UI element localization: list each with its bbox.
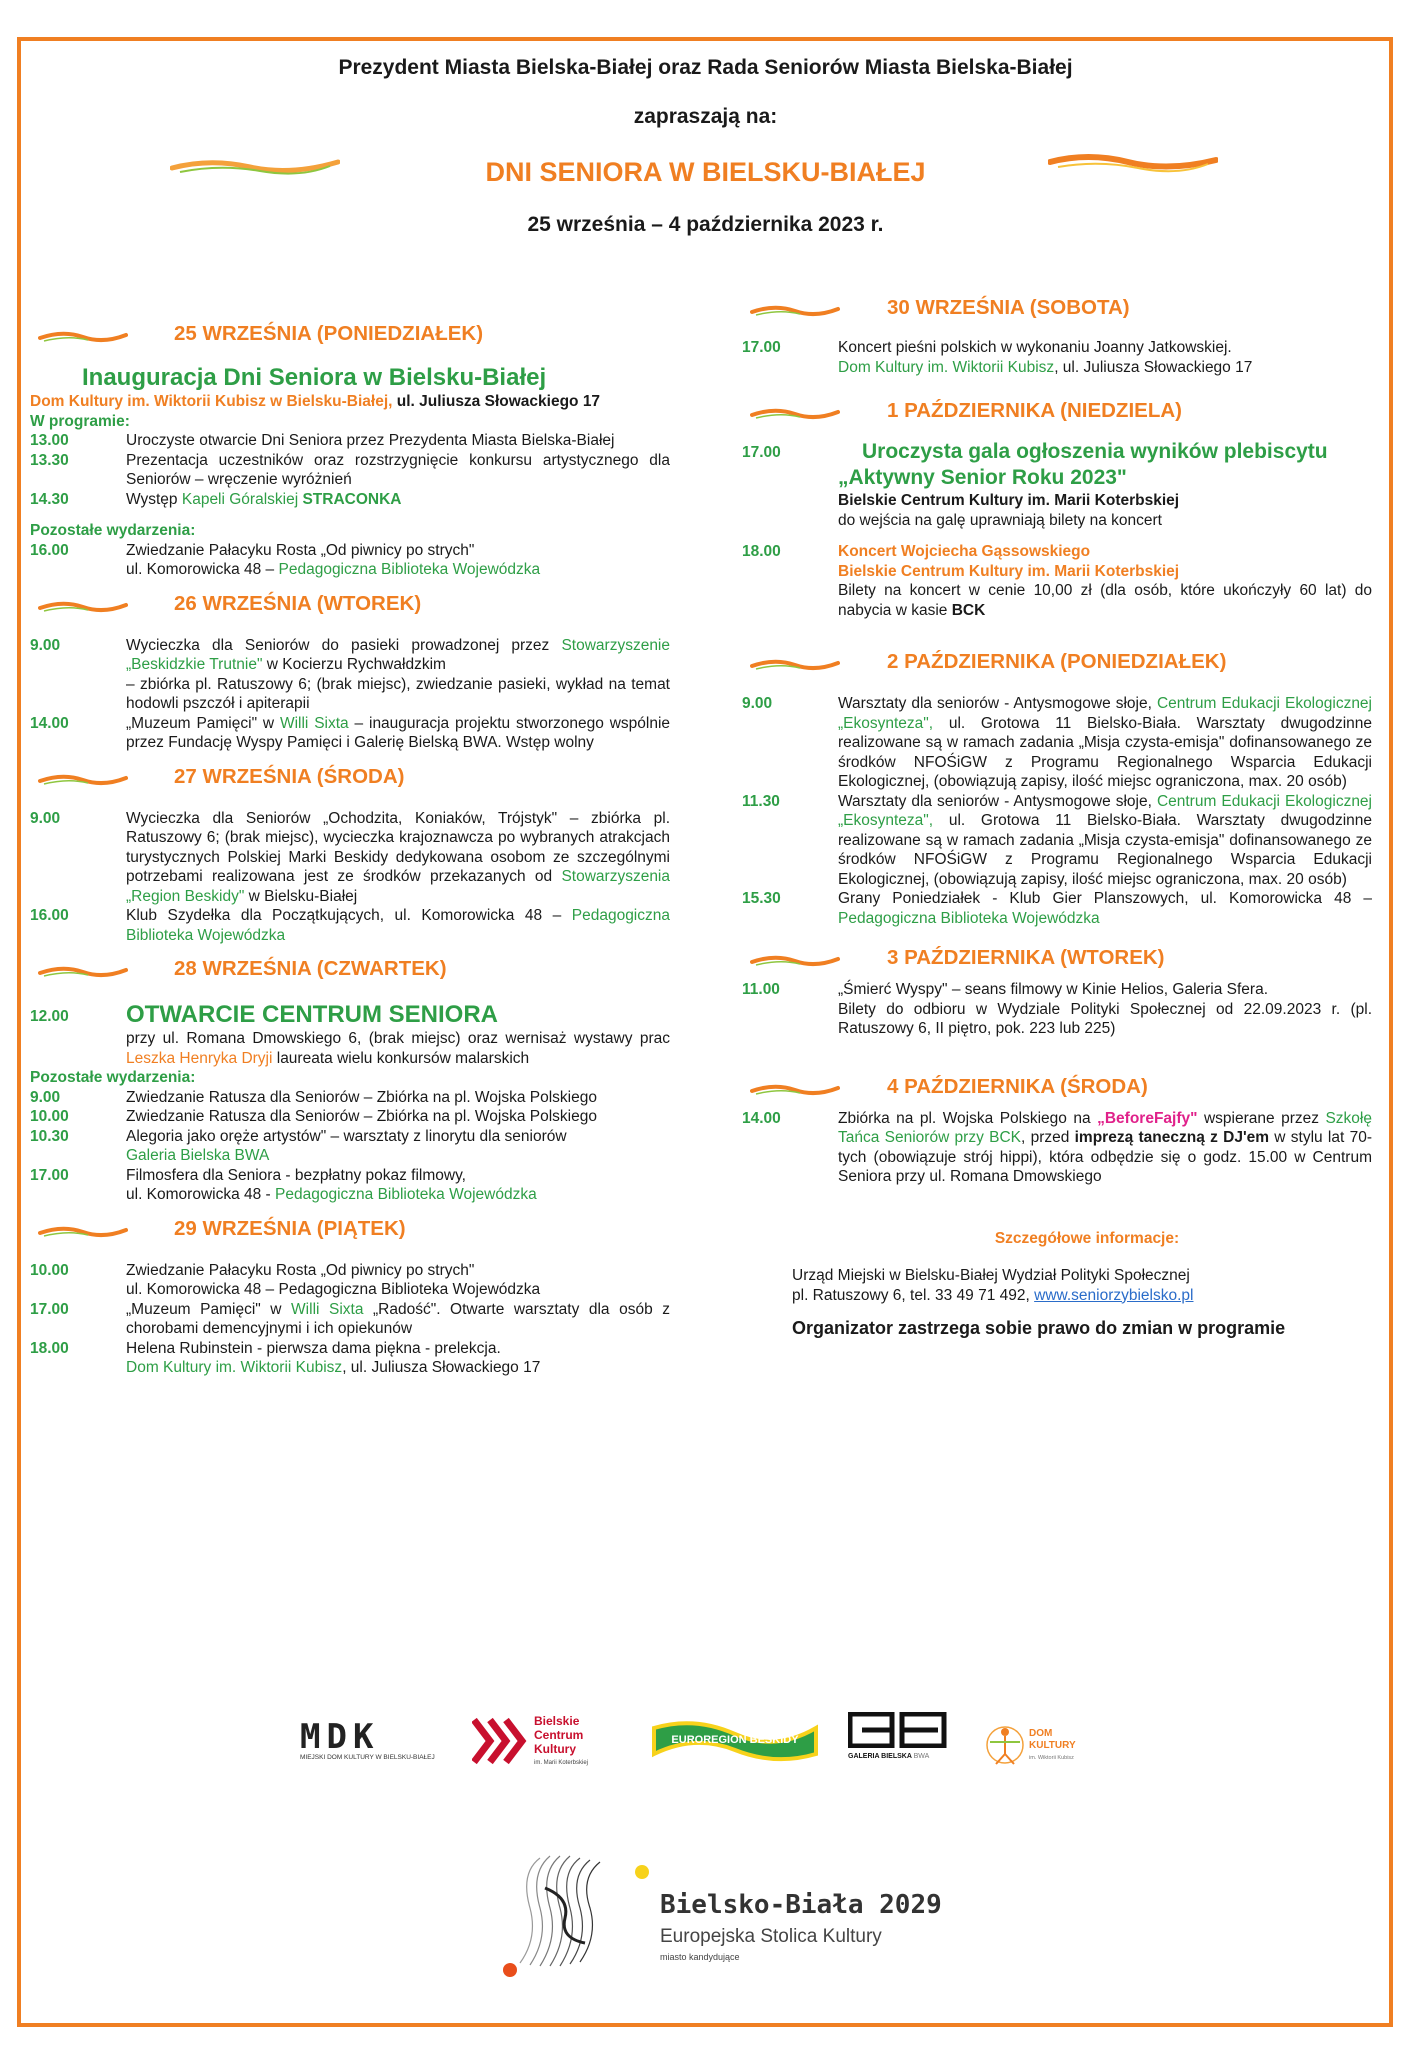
galeria-mark-icon (848, 1712, 948, 1748)
event-row (30, 431, 670, 451)
text: Koncert pieśni polskich w wykonaniu Joanny Jatkowskiej. (838, 339, 1232, 356)
text: pl. Ratuszowy 6, tel. 33 49 71 492, (792, 1286, 1035, 1304)
event-row (742, 792, 1372, 890)
galeria-text: GALERIA BIELSKA (848, 1753, 912, 1760)
event-desc (126, 1300, 670, 1339)
text: Wycieczka dla Seniorów do pasieki prowadzonej przez (126, 636, 562, 654)
swirl-icon (750, 300, 840, 320)
venue-name: Bielskie Centrum Kultury im. Marii Koterbskiej (838, 562, 1180, 580)
day-heading-text: 30 WRZEŚNIA (SOBOTA) (887, 296, 1130, 319)
senior-center-title: OTWARCIE CENTRUM SENIORA (126, 1001, 498, 1028)
euroregion-logo (650, 1714, 820, 1770)
event-desc (126, 809, 670, 907)
day-heading-p3 (742, 940, 1372, 980)
day-heading-30 (742, 290, 1372, 330)
day-heading-text: 2 PAŹDZIERNIKA (PONIEDZIAŁEK) (887, 650, 1227, 673)
event-time: 14.00 (30, 714, 69, 732)
event-time: 17.00 (742, 444, 781, 461)
text: „Muzeum Pamięci" w (126, 1300, 292, 1318)
green-text: Centrum Edukacji Ekologicznej „Ekosynteza", (838, 792, 1372, 829)
event-time: 16.00 (30, 541, 69, 559)
event-row (30, 541, 670, 580)
text: Filmosfera dla Seniora - bezpłatny pokaz filmowy, (126, 1166, 466, 1184)
text: ul. Grotowa 11 Bielsko-Biała. Warsztaty dwugodzinne realizowane są w ramach zadania „Misja czysta-emisja" dofinansowanego ze środków NFOŚiGW z Programu Regionalnego Wsparcia Edukacji Ekologicznej, (obowiązują zapisy, ilość miejsc ograniczona, max. 20 osób) (838, 714, 1372, 790)
event-row (742, 980, 1372, 1039)
day-heading-p4 (742, 1069, 1372, 1109)
event-row (30, 809, 670, 907)
green-text: Centrum Edukacji Ekologicznej „Ekosynteza", (838, 695, 1372, 732)
text: , przed (1020, 1129, 1075, 1146)
day-heading-text: 25 WRZEŚNIA (PONIEDZIAŁEK) (174, 322, 484, 345)
event-desc (126, 1001, 670, 1068)
text: , ul. Juliusza Słowackiego 17 (1054, 358, 1253, 376)
text: ul. Komorowicka 48 – (126, 561, 279, 578)
event-row (30, 906, 670, 945)
event-desc (126, 714, 670, 753)
right-column (742, 284, 1372, 1339)
event-desc (126, 1339, 670, 1378)
info-line1: Urząd Miejski w Bielsku-Białej Wydział Polityki Społecznej (792, 1267, 1190, 1284)
swirl-icon (750, 950, 840, 970)
other-events-label: Pozostałe wydarzenia: (30, 522, 196, 539)
swirl-icon (38, 769, 128, 789)
event-desc (126, 1261, 670, 1300)
text: w stylu lat 70-tych (obowiązuje strój hippi), która odbędzie się o godz. 15.00 w Centrum Seniora przy ul. Romana Dmowskiego (838, 1129, 1372, 1185)
galeria-bwa-text: BWA (913, 1753, 930, 1760)
swirl-icon (38, 326, 128, 346)
text: Warsztaty dla seniorów - Antysmogowe słoje, (838, 792, 1157, 810)
event-desc (838, 338, 1372, 377)
bck-text-1: Bielskie (534, 1714, 580, 1728)
event-row (30, 636, 670, 714)
event-time: 10.30 (30, 1127, 69, 1145)
text: Zbiórka na pl. Wojska Polskiego na (838, 1109, 1098, 1127)
mdk-text: MDK (300, 1717, 380, 1757)
program-label: W programie: (30, 412, 130, 430)
event-dates: 25 września – 4 października 2023 r. (527, 213, 884, 236)
event-time: 17.00 (742, 339, 781, 356)
day-heading-text: 28 WRZEŚNIA (CZWARTEK) (174, 957, 447, 980)
text: Warsztaty dla seniorów - Antysmogowe słoje, (838, 695, 1157, 712)
text: Grany Poniedziałek - Klub Gier Planszowych, ul. Komorowicka 48 – (838, 890, 1372, 907)
event-desc (126, 490, 670, 510)
event-desc (838, 889, 1372, 928)
event-time: 12.00 (30, 1008, 69, 1025)
day-heading-text: 29 WRZEŚNIA (PIĄTEK) (174, 1216, 406, 1240)
left-column (30, 310, 670, 1378)
text: „Radość". Otwarte warsztaty dla osób z chorobami demencyjnymi i ich opiekunów (126, 1300, 670, 1337)
swirl-right-decoration (1048, 148, 1218, 176)
event-desc (126, 636, 670, 714)
event-time: 9.00 (30, 636, 61, 654)
swirl-icon (750, 1079, 840, 1099)
info-line2 (742, 1286, 1372, 1306)
other-events-label: Pozostałe wydarzenia: (30, 1069, 196, 1086)
day-heading-25 (30, 316, 670, 356)
event-desc: Prezentacja uczestników oraz rozstrzygnięcie konkursu artystycznego dla Seniorów – wręczenie wyróżnień (126, 451, 670, 488)
text: Zwiedzanie Pałacyku Rosta „Od piwnicy po strych" (126, 1261, 475, 1279)
event-desc (838, 542, 1372, 620)
event-desc (838, 1109, 1372, 1187)
ecoc-small: miasto kandydujące (660, 1952, 740, 1962)
day-heading-p1 (742, 393, 1372, 433)
event-desc: Zwiedzanie Ratusza dla Seniorów – Zbiórka na pl. Wojska Polskiego (126, 1088, 597, 1106)
event-row (30, 1001, 670, 1068)
event-desc (838, 694, 1372, 792)
swirl-icon (38, 596, 128, 616)
event-row (30, 451, 670, 490)
text: ul. Grotowa 11 Bielsko-Biała. Warsztaty dwugodzinne realizowane są w ramach zadania „Misja czysta-emisja" dofinansowanego ze środków NFOŚiGW z Programu Regionalnego Wsparcia Edukacji Ekologicznej, (obowiązują zapisy, ilość miejsc ograniczona, max. 20 osób) (838, 812, 1372, 888)
bck-logo (472, 1712, 622, 1772)
text: w Bielsku-Białej (244, 887, 358, 905)
info-label: Szczegółowe informacje: (994, 1229, 1180, 1247)
text: w Kocierzu Rychwałdzkim (262, 656, 446, 673)
bck-mark-icon (472, 1716, 534, 1766)
event-row (742, 1109, 1372, 1187)
bold-text: imprezą taneczną z DJ'em (1074, 1129, 1270, 1146)
page-title: DNI SENIORA W BIELSKU-BIAŁEJ (485, 157, 926, 187)
green-text: Willi Sixta (291, 1300, 364, 1318)
event-row (742, 338, 1372, 377)
text: do wejścia na galę uprawniają bilety na koncert (838, 511, 1162, 529)
galeria-logo (848, 1712, 952, 1772)
dom-kultury-logo (985, 1722, 1095, 1772)
text: przy ul. Romana Dmowskiego 6, (brak miejsc) oraz wernisaż wystawy prac (126, 1030, 670, 1047)
event-desc (126, 906, 670, 945)
event-desc (838, 792, 1372, 890)
event-brand-name: „BeforeFajfy" (1097, 1109, 1198, 1127)
event-time: 13.00 (30, 432, 69, 449)
text: Występ (126, 490, 182, 508)
event-row (30, 1107, 670, 1127)
event-row (742, 439, 1372, 530)
dom-subtext: im. Wiktorii Kubisz (1029, 1755, 1074, 1761)
event-row (742, 694, 1372, 792)
sponsor-logos (0, 1700, 1411, 1780)
green-text: Pedagogiczna Biblioteka Wojewódzka (838, 909, 1100, 927)
text: ul. Komorowicka 48 - (126, 1186, 276, 1203)
text: Zwiedzanie Pałacyku Rosta „Od piwnicy po strych" (126, 541, 475, 559)
green-text: Stowarzyszenie „Beskidzkie Trutnie" (126, 636, 670, 673)
green-text: Szkołę Tańca Seniorów przy BCK (838, 1109, 1372, 1146)
mdk-logo (300, 1717, 450, 1761)
green-text: Dom Kultury im. Wiktorii Kubisz (838, 358, 1055, 376)
event-desc (838, 439, 1372, 530)
text: Bilety do odbioru w Wydziale Polityki Społecznej od 22.09.2023 r. (pl. Ratuszowy 6, II piętro, pok. 223 lub 225) (838, 1000, 1372, 1037)
event-row (742, 889, 1372, 928)
event-time: 18.00 (742, 543, 781, 560)
dom-text: DOM (1029, 1728, 1053, 1739)
day-heading-p2 (742, 644, 1372, 684)
swirl-icon (750, 654, 840, 674)
event-time: 9.00 (30, 1088, 61, 1106)
green-text: Dom Kultury im. Wiktorii Kubisz (126, 1359, 343, 1376)
event-time: 17.00 (30, 1300, 69, 1318)
text: „Śmierć Wyspy" – seans filmowy w Kinie Helios, Galeria Sfera. (838, 981, 1269, 998)
organizers-line: Prezydent Miasta Bielska-Białej oraz Rada Seniorów Miasta Bielska-Białej (338, 56, 1073, 79)
text: Alegoria jako oręże artystów" – warsztaty z linorytu dla seniorów (126, 1127, 567, 1145)
event-row (30, 1166, 670, 1205)
band-name: STRACONKA (302, 490, 402, 508)
green-text: Stowarzyszenia „Region Beskidy" (126, 868, 670, 905)
event-time: 14.30 (30, 490, 69, 508)
swirl-icon (38, 1221, 128, 1241)
event-time: 18.00 (30, 1339, 69, 1357)
event-time: 15.30 (742, 890, 781, 907)
event-row (30, 490, 670, 510)
text: Klub Szydełka dla Początkujących, ul. Komorowicka 48 – (126, 907, 572, 924)
green-text: Pedagogiczna Biblioteka Wojewódzka (126, 907, 670, 944)
invite-line: zapraszają na: (633, 105, 778, 128)
bck-subtext: im. Marii Koterbskiej (534, 1760, 589, 1766)
event-time: 13.30 (30, 451, 69, 469)
green-text: Willi Sixta (279, 714, 349, 732)
event-time: 10.00 (30, 1108, 69, 1125)
event-desc: Uroczyste otwarcie Dni Seniora przez Prezydenta Miasta Bielska-Białej (126, 432, 615, 449)
euroregion-text: EUROREGION BESKIDY (671, 1734, 799, 1746)
event-desc (126, 541, 670, 580)
text: laureata wielu konkursów malarskich (272, 1049, 530, 1067)
text: wspierane przez (1197, 1109, 1326, 1127)
event-row (30, 714, 670, 753)
day-heading-26 (30, 586, 670, 626)
ecoc-mark-icon (490, 1848, 650, 1978)
bck-text-3: Kultury (534, 1742, 576, 1756)
concert-title: Koncert Wojciecha Gąssowskiego (838, 543, 1091, 560)
event-desc (126, 1166, 670, 1205)
text: Bilety na koncert w cenie 10,00 zł (dla osób, które ukończyły 60 lat) do nabycia w kasie (838, 582, 1372, 619)
day-heading-text: 27 WRZEŚNIA (ŚRODA) (174, 764, 405, 788)
disclaimer: Organizator zastrzega sobie prawo do zmian w programie (792, 1318, 1286, 1338)
mdk-subtext: MIEJSKI DOM KULTURY W BIELSKU-BIAŁEJ (300, 1754, 435, 1761)
text: Helena Rubinstein - pierwsza dama piękna - prelekcja. (126, 1339, 501, 1357)
event-row (30, 1261, 670, 1300)
event-time: 14.00 (742, 1109, 781, 1127)
event-desc: Zwiedzanie Ratusza dla Seniorów – Zbiórka na pl. Wojska Polskiego (126, 1108, 597, 1125)
day-heading-text: 3 PAŹDZIERNIKA (WTOREK) (887, 946, 1165, 969)
day-heading-text: 1 PAŹDZIERNIKA (NIEDZIELA) (887, 399, 1182, 422)
event-row (30, 1300, 670, 1339)
green-text: Pedagogiczna Biblioteka Wojewódzka (275, 1186, 537, 1203)
text: Wycieczka dla Seniorów „Ochodzita, Koniaków, Trójstyk" – zbiórka pl. Ratuszowy 6; (brak miejsc), wycieczka krajoznawcza po wybranych atrakcjach turystycznych Polskiej Marki Beskidy dedykowana osobom ze szczególnymi potrzebami realizowana jest ze środków przekazanych od (126, 809, 670, 885)
text: – inauguracja projektu stworzonego wspólnie przez Fundację Wyspy Pamięci i Galerię Bielską BWA. Wstęp wolny (126, 714, 671, 751)
artist-name: Leszka Henryka Dryji (126, 1049, 273, 1067)
event-desc (126, 1127, 670, 1166)
venue-name: Dom Kultury im. Wiktorii Kubisz w Bielsku-Białej, (30, 393, 393, 410)
venue-name: Bielskie Centrum Kultury im. Marii Koterbskiej (838, 492, 1180, 509)
green-text: Galeria Bielska BWA (126, 1147, 270, 1164)
text: ul. Komorowicka 48 – Pedagogiczna Biblioteka Wojewódzka (126, 1281, 541, 1298)
event-time: 11.30 (742, 792, 780, 810)
website-link[interactable]: www.seniorzybielsko.pl (1034, 1286, 1194, 1304)
vitruvian-figure-icon (985, 1722, 1025, 1768)
event-row (30, 1339, 670, 1378)
kultury-text: KULTURY (1029, 1740, 1076, 1751)
text: , ul. Juliusza Słowackiego 17 (342, 1359, 541, 1376)
day-heading-29 (30, 1211, 670, 1251)
event-desc (838, 980, 1372, 1039)
event-row (742, 542, 1372, 620)
ecoc-title: Bielsko-Biała 2029 (660, 1890, 942, 1920)
venue-address: ul. Juliusza Słowackiego 17 (392, 393, 601, 410)
bck-text-2: Centrum (534, 1728, 584, 1742)
day-heading-text: 4 PAŹDZIERNIKA (ŚRODA) (887, 1074, 1148, 1098)
gala-title: Uroczysta gala ogłoszenia wyników plebiscytu (862, 440, 1328, 463)
event-time: 16.00 (30, 907, 69, 924)
text: „Muzeum Pamięci" w (126, 714, 280, 732)
green-text: Kapeli Góralskiej (181, 490, 303, 508)
text: BCK (951, 601, 986, 619)
event-time: 10.00 (30, 1261, 69, 1279)
day-heading-27 (30, 759, 670, 799)
event-time: 11.00 (742, 981, 780, 998)
event-time: 9.00 (30, 809, 61, 827)
green-text: Pedagogiczna Biblioteka Wojewódzka (278, 561, 541, 578)
gala-subtitle: „Aktywny Senior Roku 2023" (838, 466, 1127, 489)
day-heading-text: 26 WRZEŚNIA (WTOREK) (174, 591, 422, 615)
day-heading-28 (30, 951, 670, 991)
text: – zbiórka pl. Ratuszowy 6; (brak miejsc), zwiedzanie pasieki, wykład na temat hodowli pszczół i apiterapii (126, 675, 670, 712)
swirl-icon (750, 403, 840, 423)
event-time: 17.00 (30, 1166, 69, 1184)
swirl-icon (38, 961, 128, 981)
event-row (30, 1088, 670, 1108)
event-time: 9.00 (742, 695, 773, 712)
inauguration-title: Inauguracja Dni Seniora w Bielsku-Białej (82, 364, 547, 391)
ecoc-subtitle: Europejska Stolica Kultury (660, 1926, 882, 1947)
event-row (30, 1127, 670, 1166)
ecoc-logo (490, 1848, 942, 1983)
